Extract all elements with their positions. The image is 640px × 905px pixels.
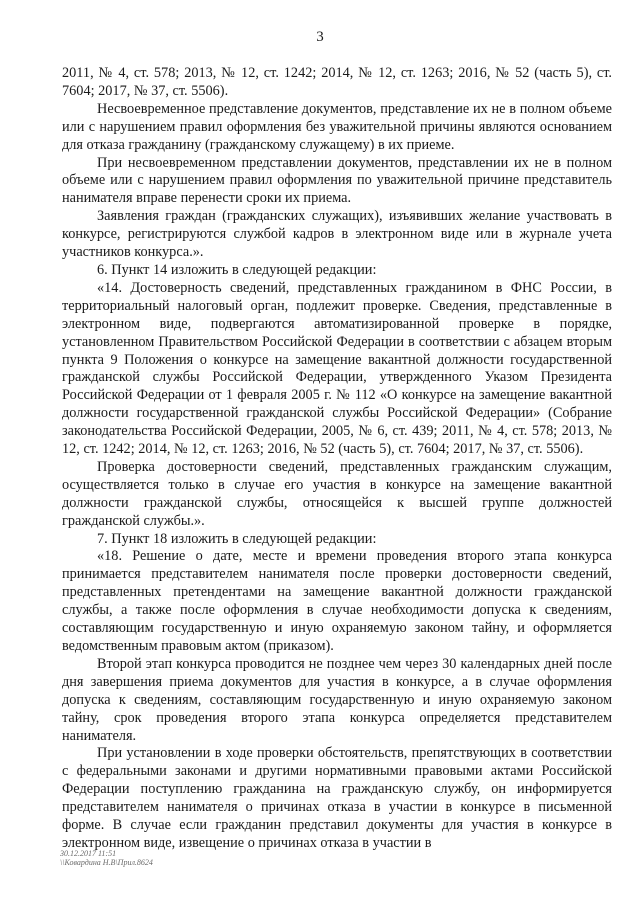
paragraph: При несвоевременном представлении документов, представлении их не в полном объеме или с нарушением правил оформления по уважительной причине представитель нанимателя вправе перенести сроки их приема. <box>62 154 612 207</box>
paragraph: 6. Пункт 14 изложить в следующей редакции: <box>97 261 377 278</box>
document-body <box>62 65 612 853</box>
page-number: 3 <box>316 29 324 45</box>
paragraph: Заявления граждан (гражданских служащих), изъявивших желание участвовать в конкурсе, регистрируются службой кадров в электронном виде или в журнале учета участников конкурса.». <box>62 208 612 261</box>
document-footer <box>60 849 153 867</box>
paragraph: 7. Пункт 18 изложить в следующей редакции: <box>97 530 377 547</box>
footer-file-path: \\Ковардина Н.В\Прил.8624 <box>60 858 153 867</box>
paragraph: Проверка достоверности сведений, представленных гражданским служащим, осуществляется только в случае его участия в конкурсе на замещение вакантной должности гражданской службы, относящейся к высшей группе должностей гражданской службы.». <box>62 458 612 529</box>
paragraph: «18. Решение о дате, месте и времени проведения второго этапа конкурса принимается представителем нанимателя после проверки достоверности сведений, представленных претендентами на замещение вакантной должности гражданской службы, а также после оформления в случае необходимости допуска к сведениям, составляющим государственную и иную охраняемую законом тайну, и оформляется ведомственным правовым актом (приказом). <box>62 548 612 654</box>
footer-timestamp: 30.12.2017 11:51 <box>60 849 117 858</box>
paragraph: Несвоевременное представление документов, представление их не в полном объеме или с нарушением правил оформления без уважительной причины являются основанием для отказа гражданину (гражданскому служащему) в их приеме. <box>62 100 612 153</box>
paragraph: При установлении в ходе проверки обстоятельств, препятствующих в соответствии с федеральными законами и другими нормативными правовыми актами Российской Федерации поступлению гражданина на гражданскую службу, он информируется представителем нанимателя о причинах отказа в участии в конкурсе в письменной форме. В случае если гражданин представил документы для участия в конкурсе в электронном виде, извещение о причинах отказа в участии в <box>62 745 612 851</box>
paragraph: Второй этап конкурса проводится не позднее чем через 30 календарных дней после дня завершения приема документов для участия в конкурсе, а в случае оформления допуска к сведениям, составляющим государственную и иную охраняемую законом тайну, срок проведения второго этапа конкурса определяется представителем нанимателя. <box>62 655 612 744</box>
paragraph: «14. Достоверность сведений, представленных гражданином в ФНС России, в территориальный налоговый орган, подлежит проверке. Сведения, представленные в электронном виде, подвергаются автоматизированной проверке в порядке, установленном Правительством Российской Федерации в соответствии с абзацем вторым пункта 9 Положения о конкурсе на замещение вакантной должности государственной гражданской службы Российской Федерации, утвержденного Указом Президента Российской Федерации от 1 февраля 2005 г. № 112 «О конкурсе на замещение вакантной должности государственной гражданской службы Российской Федерации» (Собрание законодательства Российской Федерации, 2005, № 6, ст. 439; 2011, № 4, ст. 578; 2013, № 12, ст. 1242; 2014, № 12, ст. 1263; 2016, № 52 (часть 5), ст. 7604; 2017, № 37, ст. 5506). <box>62 279 612 458</box>
paragraph: 2011, № 4, ст. 578; 2013, № 12, ст. 1242; 2014, № 12, ст. 1263; 2016, № 52 (часть 5), ст. 7604; 2017, № 37, ст. 5506). <box>62 65 612 99</box>
